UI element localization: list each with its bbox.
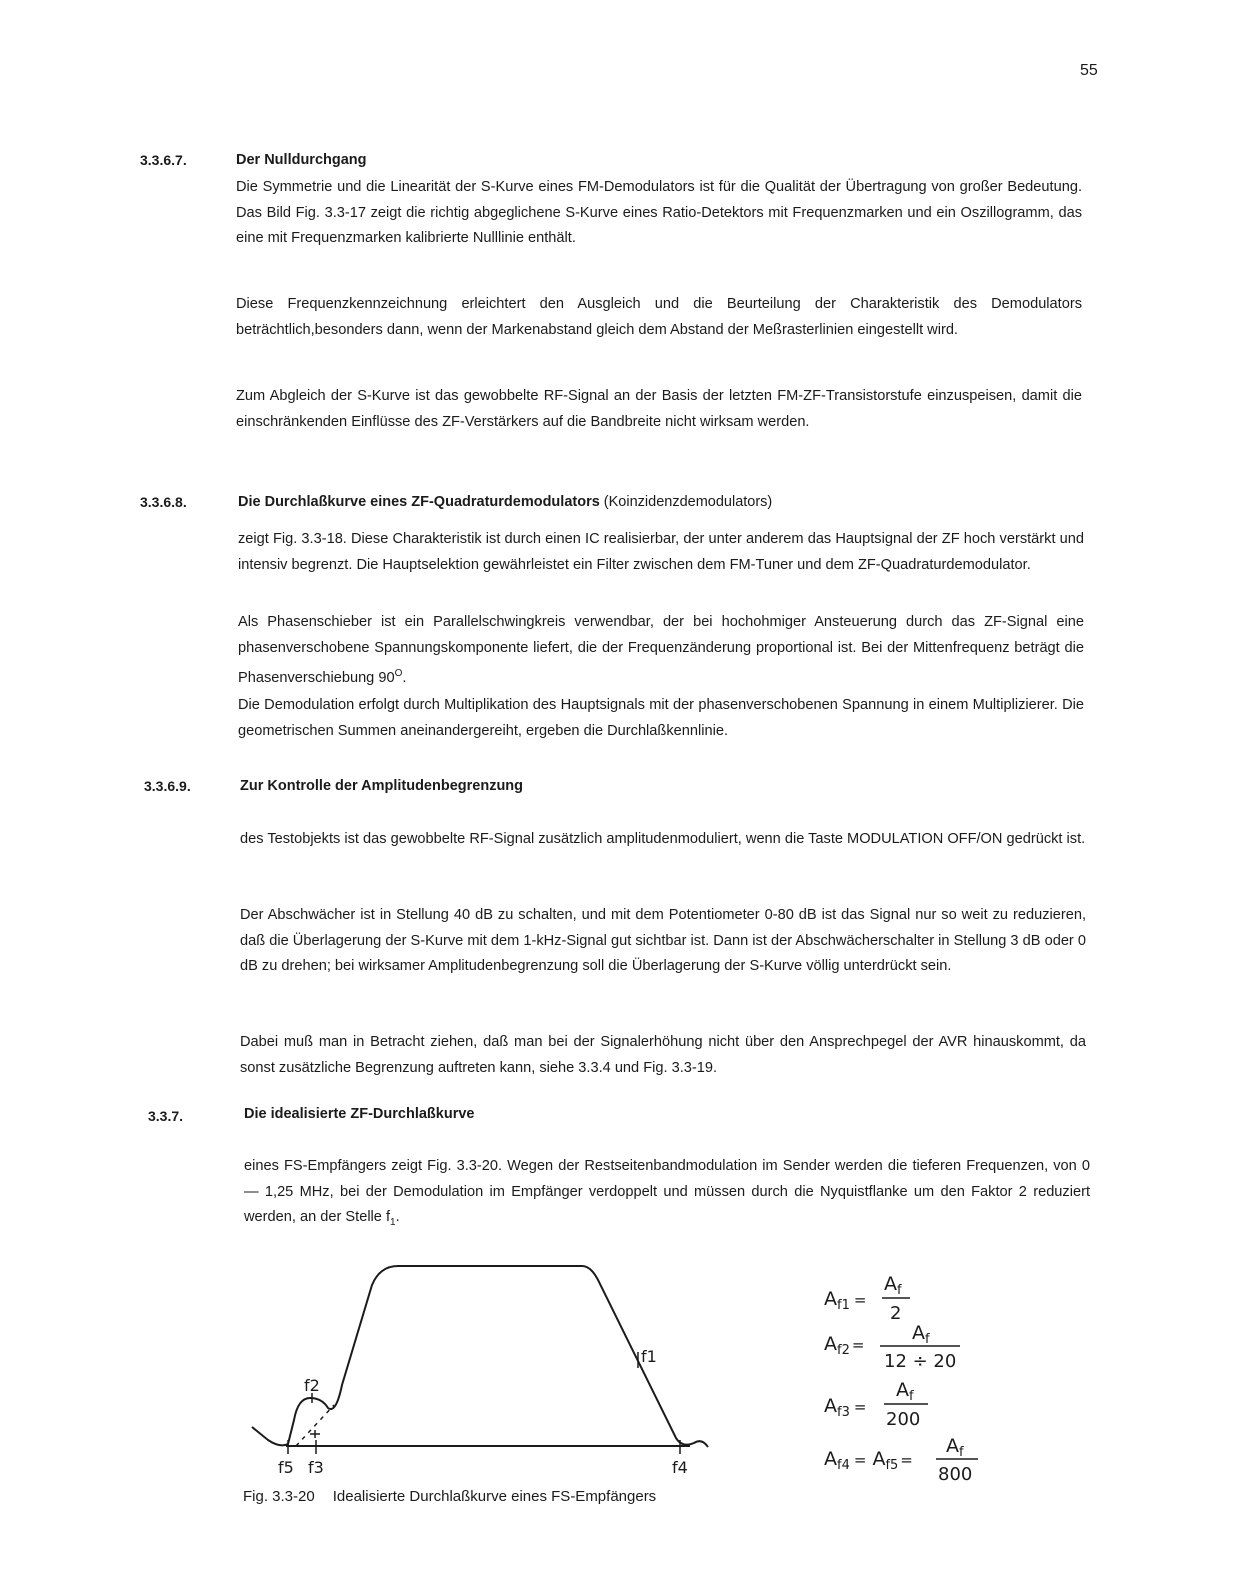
figure-caption: Fig. 3.3-20 Idealisierte Durchlaßkurve eines FS-Empfängers	[243, 1488, 657, 1505]
svg-text:Af3=: $A_f3$ =	[824, 1395, 867, 1420]
svg-text:Af: $A_f$	[896, 1379, 914, 1404]
svg-text:Af1=: $A_f1$ =	[824, 1288, 867, 1313]
paragraph: Der Abschwächer ist in Stellung 40 dB zu schalten, und mit dem Potentiometer 0-80 dB ist das Signal nur so weit zu reduzieren, daß die Überlagerung der S-Kurve mit dem 1-kHz-Signal gut sichtbar ist. Dann ist der Abschwächerschalter in Stellung 3 dB oder 0 dB zu drehen; bei wirksamer Amplitudenbegrenzung soll die Überlagerung der S-Kurve völlig unterdrückt sein.	[240, 907, 1086, 974]
section-number: 3.3.6.7.	[140, 152, 187, 168]
section-title: Zur Kontrolle der Amplitudenbegrenzung	[240, 778, 524, 794]
equation-f4-f5	[824, 1435, 978, 1485]
paragraph: Die Symmetrie und die Linearität der S-Kurve eines FM-Demodulators ist für die Qualität der Übertragung von großer Bedeutung. Das Bild Fig. 3.3-17 zeigt die richtig abgeglichene S-Kurve eines Ratio-Detektors mit Frequenzmarken und ein Oszillogramm, das eine mit Frequenzmarken kalibrierte Nulllinie enthält.	[236, 179, 1082, 246]
svg-text:800: 800	[938, 1464, 973, 1485]
passband-curve	[252, 1266, 708, 1447]
svg-text:Af4=Af5=: $A_f4$ = $A_f5$ =	[824, 1448, 913, 1473]
paragraph: Die Demodulation erfolgt durch Multiplikation des Hauptsignals mit der phasenverschobenen Spannung in einem Multiplizierer. Die geometrischen Summen aneinandergereiht, ergeben die Durchlaßkennlinie.	[238, 697, 1084, 739]
equation-f3	[824, 1379, 928, 1430]
section-title: Die Durchlaßkurve eines ZF-Quadraturdemodulators (Koinzidenzdemodulators)	[238, 494, 773, 510]
paragraph: Diese Frequenzkennzeichnung erleichtert den Ausgleich und die Beurteilung der Charakteristik des Demodulators beträchtlich,besonders dann, wenn der Markenabstand gleich dem Abstand der Meßrasterlinien eingestellt wird.	[236, 296, 1082, 338]
svg-text:Af: $A_f$	[912, 1322, 930, 1347]
label-f3: f3	[308, 1458, 324, 1477]
equation-f1	[824, 1273, 910, 1324]
svg-text:12 ÷ 20: 12 ÷ 20	[884, 1351, 957, 1372]
svg-text:2: 2	[890, 1303, 902, 1324]
label-f1: f1	[641, 1347, 657, 1366]
paragraph: Dabei muß man in Betracht ziehen, daß man bei der Signalerhöhung nicht über den Ansprechpegel der AVR hinauskommt, da sonst zusätzliche Begrenzung auftreten kann, siehe 3.3.4 und Fig. 3.3-19.	[240, 1034, 1086, 1076]
paragraph: zeigt Fig. 3.3-18. Diese Charakteristik ist durch einen IC realisierbar, der unter anderem das Hauptsignal der ZF hoch verstärkt und intensiv begrenzt. Die Hauptselektion gewährleistet ein Filter zwischen dem FM-Tuner und dem ZF-Quadraturdemodulator.	[238, 531, 1084, 573]
section-number: 3.3.6.8.	[140, 494, 187, 510]
section-title: Die idealisierte ZF-Durchlaßkurve	[244, 1106, 475, 1122]
label-f4: f4	[672, 1458, 688, 1477]
label-f5: f5	[278, 1458, 294, 1477]
paragraph: eines FS-Empfängers zeigt Fig. 3.3-20. Wegen der Restseitenbandmodulation im Sender werden die tieferen Frequenzen, von 0 — 1,25 MHz, bei der Demodulation im Empfänger verdoppelt und müssen durch die Nyquistflanke um den Faktor 2 reduziert werden, an der Stelle $f_1$.	[244, 1158, 1090, 1228]
equation-f2	[824, 1322, 960, 1372]
section-number: 3.3.7.	[148, 1108, 184, 1124]
svg-text:Af: $A_f$	[946, 1435, 964, 1460]
nyquist-dashed-line	[296, 1405, 334, 1446]
svg-text:Af2=: $A_f2$ =	[824, 1333, 865, 1358]
page-number: 55	[1080, 62, 1098, 79]
label-f2: f2	[304, 1376, 320, 1395]
svg-text:200: 200	[886, 1409, 921, 1430]
section-title: Der Nulldurchgang	[236, 152, 367, 168]
paragraph: Als Phasenschieber ist ein Parallelschwingkreis verwendbar, der bei hochohmiger Ansteuerung durch das ZF-Signal eine phasenverschobene Spannungskomponente liefert, die der Frequenzänderung proportional ist. Bei der Mittenfrequenz beträgt die Phasenverschiebung $90^O$.	[238, 614, 1084, 686]
paragraph: Zum Abgleich der S-Kurve ist das gewobbelte RF-Signal an der Basis der letzten FM-ZF-Transistorstufe einzuspeisen, damit die einschränkenden Einflüsse des ZF-Verstärkers auf die Bandbreite nicht wirksam werden.	[236, 388, 1082, 430]
paragraph: des Testobjekts ist das gewobbelte RF-Signal zusätzlich amplitudenmoduliert, wenn die Taste MODULATION OFF/ON gedrückt ist.	[240, 831, 1086, 847]
svg-text:Af: $A_f$	[884, 1273, 902, 1298]
section-number: 3.3.6.9.	[144, 778, 191, 794]
